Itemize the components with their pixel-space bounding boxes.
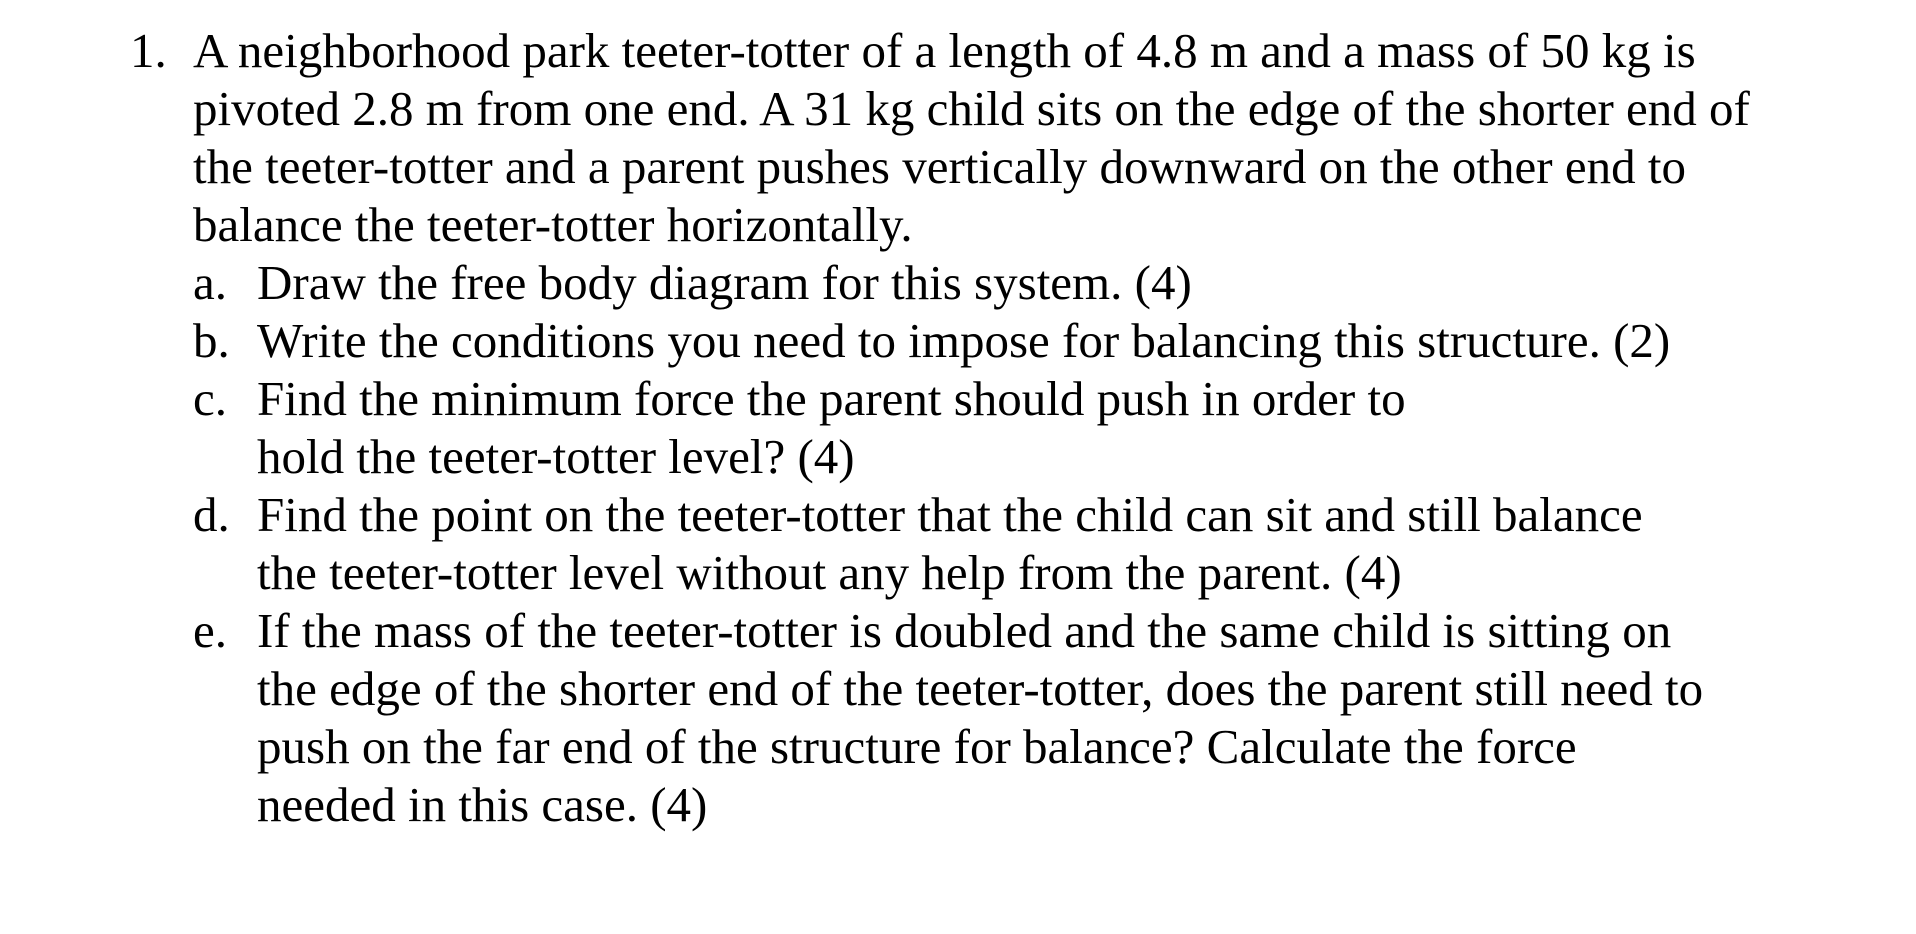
- part-text: Draw the free body diagram for this system. (4): [257, 255, 1192, 310]
- question-part-a: [193, 254, 1770, 312]
- part-label: b.: [193, 313, 230, 368]
- question-stem: A neighborhood park teeter-totter of a length of 4.8 m and a mass of 50 kg is pivoted 2.8 m from one end. A 31 kg child sits on the edge of the shorter end of the teeter-totter and a parent pushes vertically downward on the other end to balance the teeter-totter horizontally.: [193, 23, 1750, 252]
- part-text: If the mass of the teeter-totter is doubled and the same child is sitting on the edge of the shorter end of the teeter-totter, does the parent still need to push on the far end of the structure for balance? Calculate the force needed in this case. (4): [257, 603, 1704, 832]
- question-number: 1.: [130, 23, 167, 78]
- part-label: e.: [193, 603, 227, 658]
- part-text: Find the minimum force the parent should push in order to hold the teeter-totter level? (4): [257, 371, 1406, 484]
- question-stem-row: [130, 22, 1770, 254]
- part-label: d.: [193, 487, 230, 542]
- question-part-b: [193, 312, 1770, 370]
- part-label: a.: [193, 255, 227, 310]
- question-part-e: [193, 602, 1770, 834]
- question-part-d: [193, 486, 1770, 602]
- question-parts: [193, 254, 1770, 834]
- part-text: Write the conditions you need to impose for balancing this structure. (2): [257, 313, 1671, 368]
- question-part-c: [193, 370, 1770, 486]
- question-1: [130, 22, 1770, 834]
- part-text: Find the point on the teeter-totter that the child can sit and still balance the teeter-totter level without any help from the parent. (4): [257, 487, 1643, 600]
- part-label: c.: [193, 371, 227, 426]
